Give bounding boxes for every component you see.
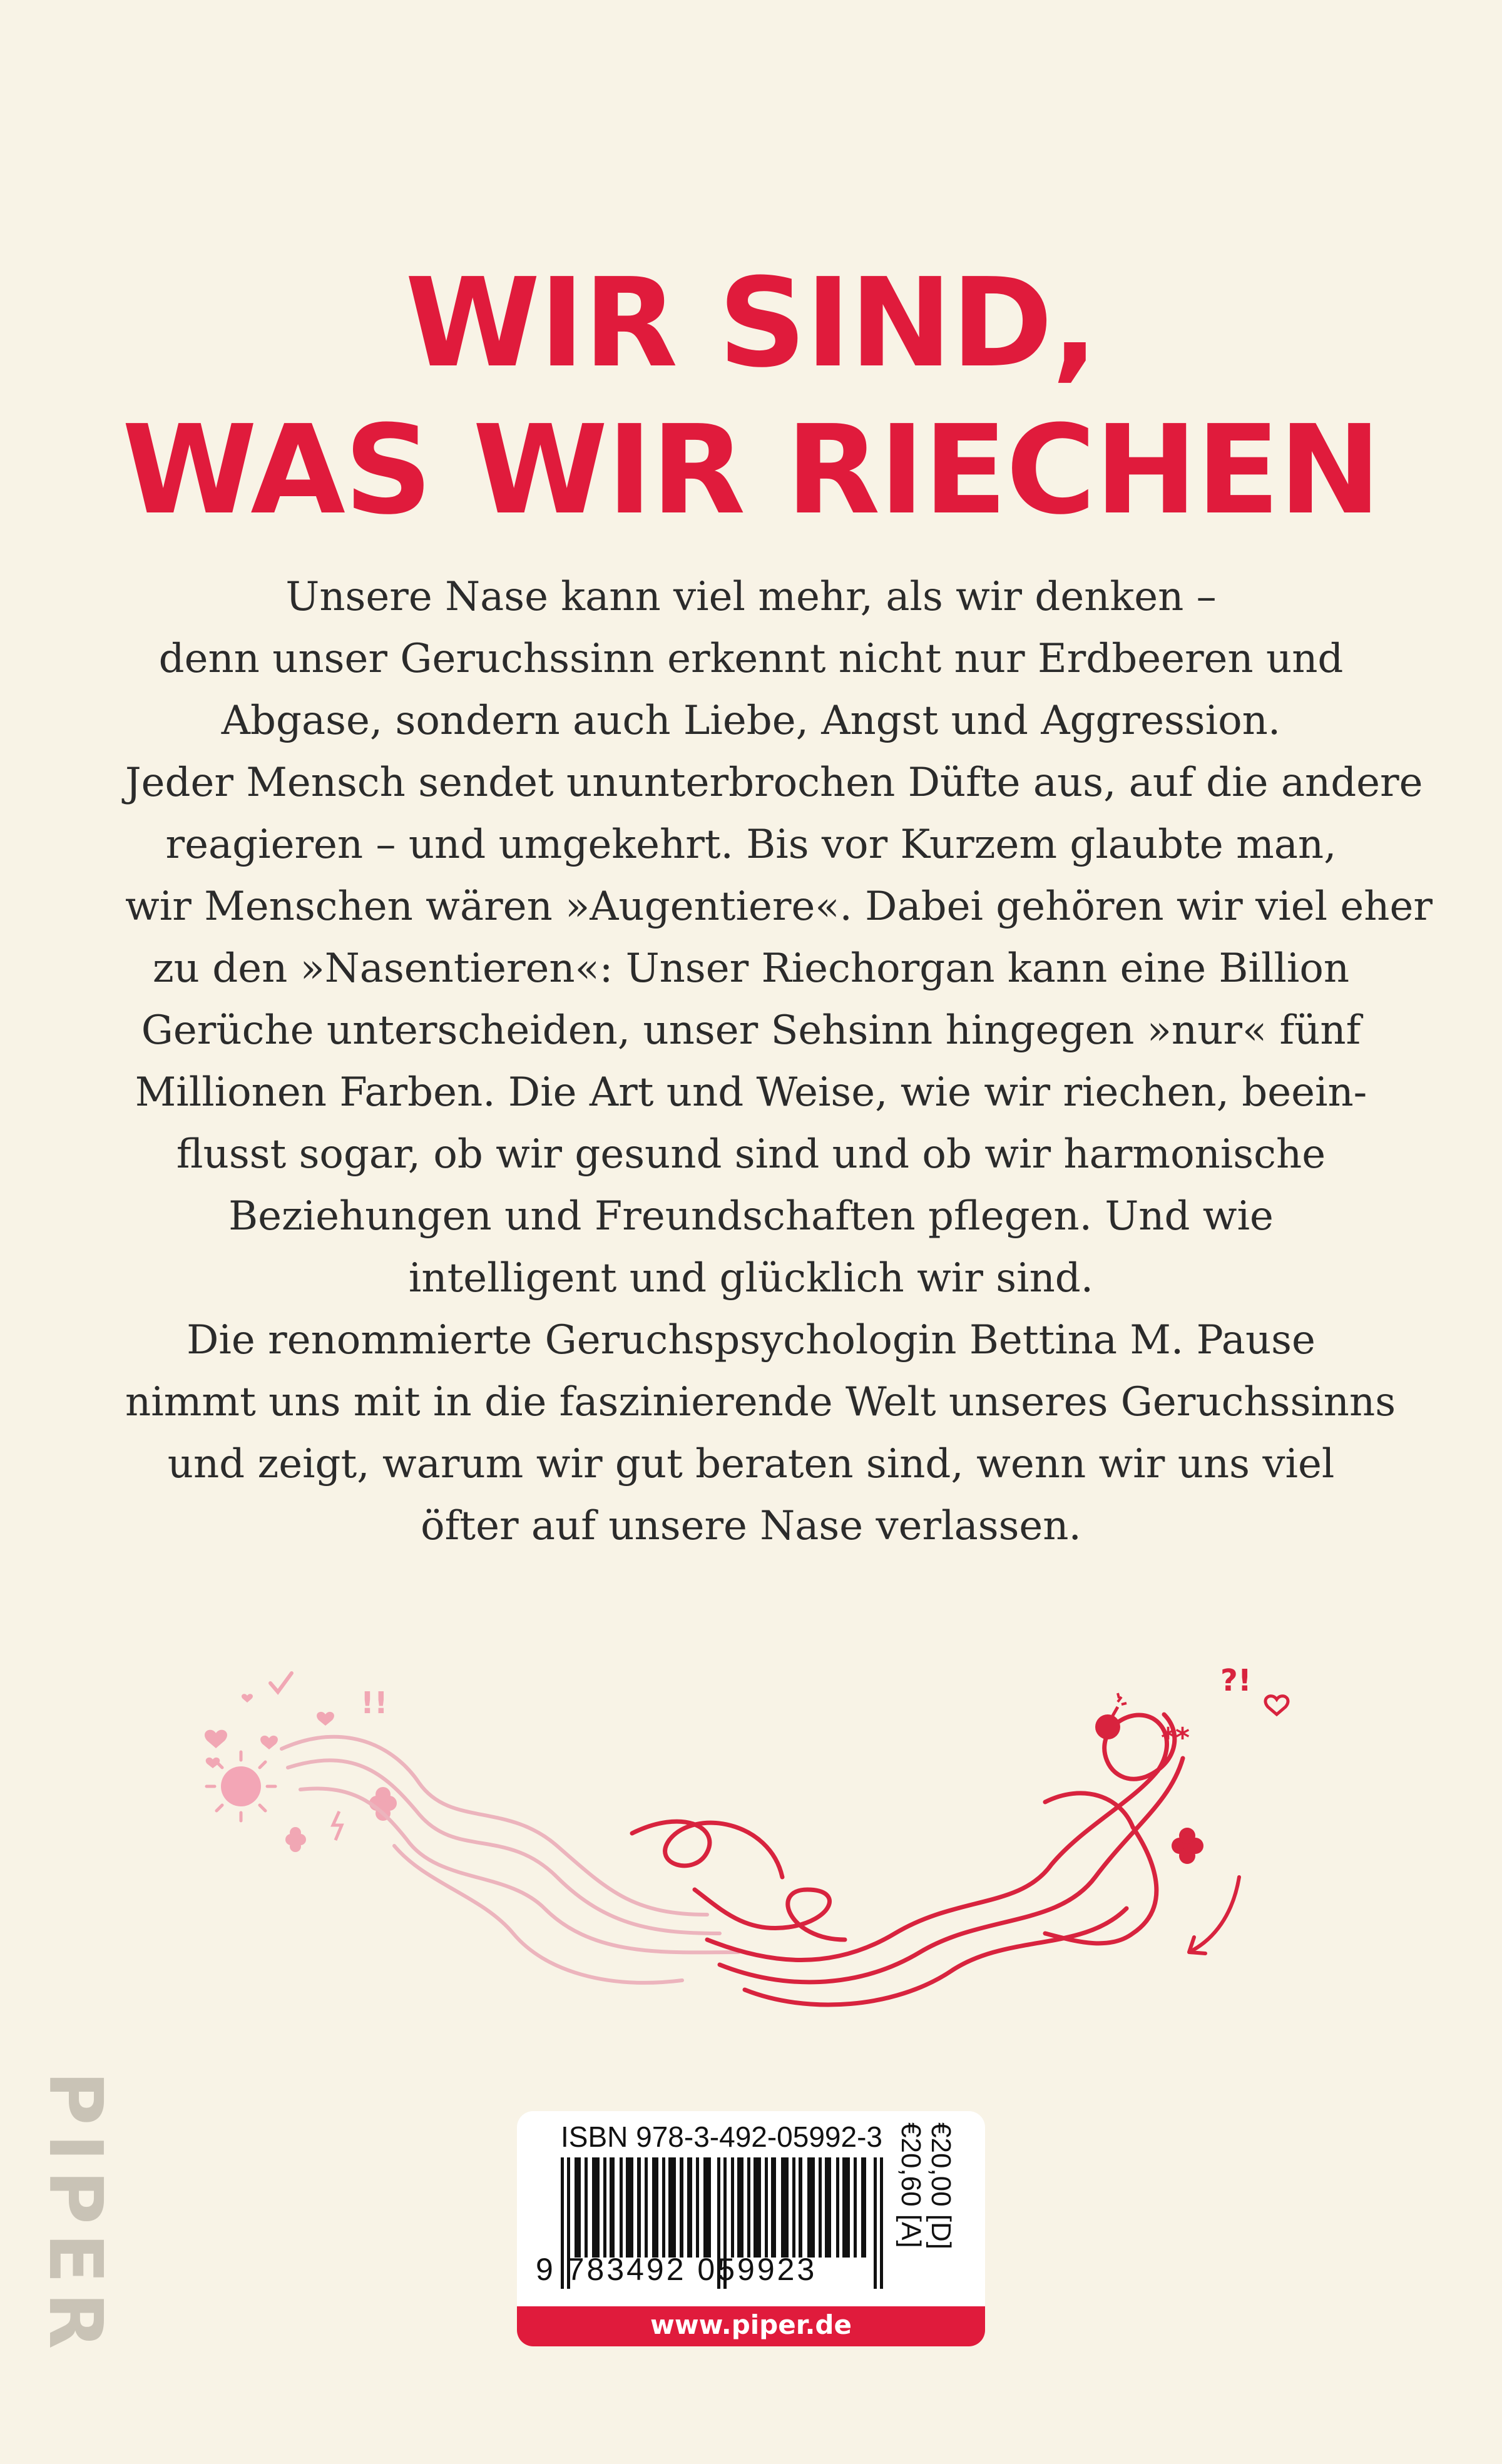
- publisher-name: PIPER: [33, 2071, 119, 2358]
- publisher-logo: [33, 2071, 119, 2358]
- blurb-line: nimmt uns mit in die faszinierende Welt unseres Geruchssinns: [125, 1379, 1396, 1425]
- blurb-text: [125, 566, 1433, 1557]
- flower-icon: [285, 1787, 397, 1852]
- lightning-icon: [333, 1811, 342, 1840]
- blurb-line: Jeder Mensch sendet ununterbrochen Düfte aus, auf die andere: [125, 760, 1423, 806]
- headline-line-1: WIR SIND,: [405, 252, 1097, 395]
- price-austria: €20,60 [A]: [896, 2122, 926, 2248]
- blurb-line: Gerüche unterscheiden, unser Sehsinn hingegen »nur« fünf: [141, 1007, 1361, 1054]
- blurb-line: Millionen Farben. Die Art und Weise, wie wir riechen, beein-: [135, 1069, 1367, 1116]
- exclamation-marks: !!: [360, 1686, 388, 1721]
- price-germany: €20,00 [D]: [926, 2122, 956, 2250]
- barcode-digits: 9 783492 059923: [536, 2252, 817, 2287]
- scent-swirl-illustration: [156, 1639, 1346, 2052]
- heart-outline-icon: [1265, 1696, 1288, 1714]
- blurb-line: intelligent und glücklich wir sind.: [408, 1255, 1094, 1301]
- blurb-line: und zeigt, warum wir gut beraten sind, wenn wir uns viel: [167, 1441, 1335, 1487]
- red-scent-waves: [632, 1714, 1183, 2005]
- blurb-line: flusst sogar, ob wir gesund sind und ob wir harmonische: [176, 1131, 1326, 1178]
- star-marks: **: [1161, 1722, 1190, 1754]
- blurb-line: Unsere Nase kann viel mehr, als wir denken –: [285, 574, 1217, 620]
- blurb-line: Abgase, sondern auch Liebe, Angst und Aggression.: [221, 698, 1281, 744]
- blurb-line: Beziehungen und Freundschaften pflegen. Und wie: [228, 1193, 1274, 1240]
- barcode-label: [517, 2111, 985, 2346]
- publisher-url: www.piper.de: [517, 2306, 985, 2346]
- blurb-line: reagieren – und umgekehrt. Bis vor Kurzem glaubte man,: [165, 822, 1337, 868]
- blurb-line: öfter auf unsere Nase verlassen.: [421, 1503, 1081, 1549]
- question-exclamation-marks: ?!: [1220, 1663, 1252, 1698]
- arrow-icon: [1189, 1877, 1239, 1953]
- red-flower-icon: [1172, 1828, 1203, 1864]
- price-column: [896, 2122, 980, 2304]
- blurb-line: zu den »Nasentieren«: Unser Riechorgan kann eine Billion: [152, 945, 1350, 992]
- heart-icon: [205, 1694, 334, 1768]
- blurb-line: wir Menschen wären »Augentiere«. Dabei gehören wir viel eher: [125, 883, 1433, 930]
- headline-line-2: WAS WIR RIECHEN: [121, 399, 1381, 542]
- check-icon: [270, 1673, 292, 1692]
- bomb-icon: [1095, 1693, 1126, 1739]
- blurb-line: denn unser Geruchssinn erkennt nicht nur Erdbeeren und: [158, 636, 1344, 682]
- blurb-line: Die renommierte Geruchspsychologin Bettina M. Pause: [186, 1317, 1316, 1363]
- isbn-label: ISBN 978-3-492-05992-3: [561, 2120, 882, 2153]
- headline: [0, 250, 1502, 544]
